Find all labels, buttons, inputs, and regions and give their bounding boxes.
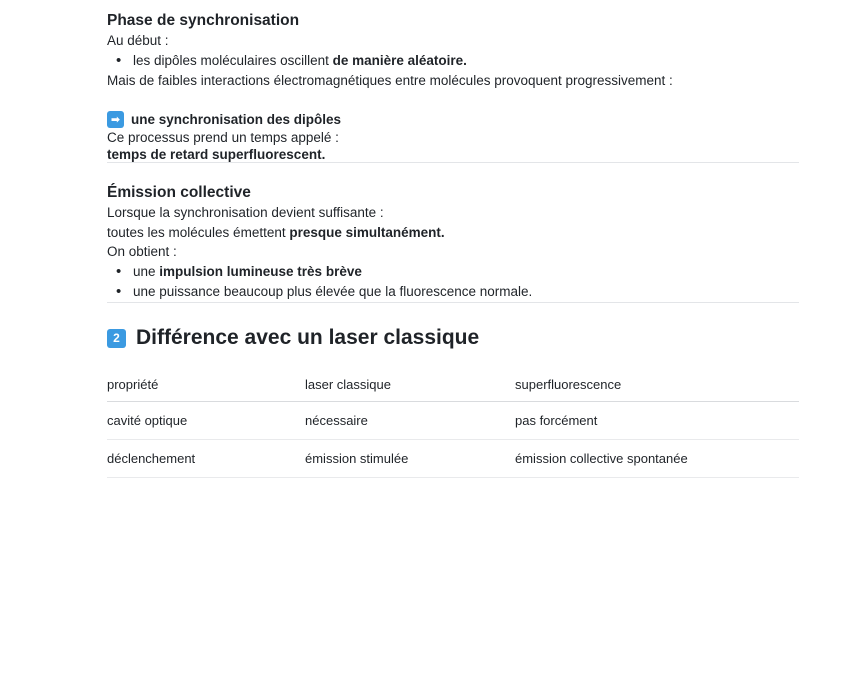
table-row [107,401,799,439]
table-cell: cavité optique [107,401,305,439]
major-heading-text: Différence avec un laser classique [136,326,480,350]
table-cell: déclenchement [107,439,305,477]
major-heading-difference [107,325,799,350]
list-item-emphasis: impulsion lumineuse très brève [159,263,362,279]
comparison-table [107,373,799,478]
paragraph-temps-retard: temps de retard superfluorescent. [107,147,326,163]
list-item [133,51,799,71]
paragraph-molecules-emettent [107,223,799,243]
paragraph-emphasis: presque simultanément. [289,224,445,240]
list-item-text: une puissance beaucoup plus élevée que la fluorescence normale. [133,284,533,300]
table-cell: pas forcément [515,401,799,439]
paragraph-synchronisation-suffisante: Lorsque la synchronisation devient suffisante : [107,205,384,221]
table-cell: émission stimulée [305,439,515,477]
list-item-emphasis: de manière aléatoire. [332,52,467,68]
bullet-list-debut [107,51,799,71]
paragraph-au-debut: Au début : [107,33,169,49]
callout-synchronisation [107,111,799,128]
table-row [107,439,799,477]
list-item [133,262,799,282]
paragraph-processus: Ce processus prend un temps appelé : [107,129,339,145]
table-cell: nécessaire [305,401,515,439]
table-header-cell: laser classique [305,373,515,402]
document-content [107,0,799,478]
table-header-cell: propriété [107,373,305,402]
section-heading-emission-collective: Émission collective [107,184,251,202]
paragraph-text: toutes les molécules émettent [107,224,290,240]
table-header-cell: superfluorescence [515,373,799,402]
blue-number-badge-icon: 2 [107,329,126,348]
list-item-text: les dipôles moléculaires oscillent [133,52,333,68]
table-cell: émission collective spontanée [515,439,799,477]
bullet-list-resultats [107,262,799,303]
paragraph-on-obtient: On obtient : [107,244,177,260]
right-arrow-icon: ➡ [107,111,124,128]
list-item [133,282,799,302]
section-heading-synchronisation: Phase de synchronisation [107,12,300,29]
table-header-row [107,373,799,402]
callout-text: une synchronisation des dipôles [131,111,342,127]
paragraph-interactions: Mais de faibles interactions électromagnétiques entre molécules provoquent progressivement : [107,72,673,88]
list-item-text: une [133,263,160,279]
